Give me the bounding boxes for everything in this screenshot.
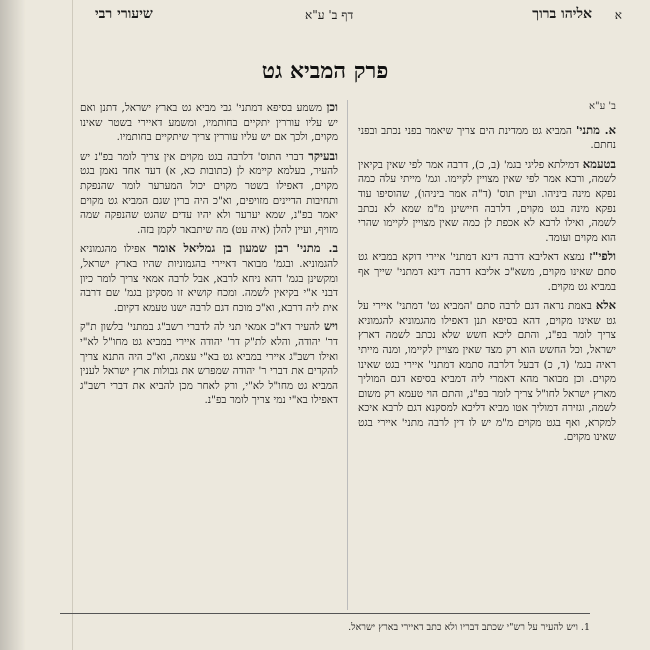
paragraph-text: דברי התוס' דלרבה בגט מקוים אין צריך לומר בפ"נ יש להעיר, בעלמא קיימא לן (כתובות כא, א) דעד אחד נאמן בגט מקוים, דאפילו בשטר מקוים יכול המערער לומר שהנפקת ותחיבות הדיינים מזויפים, וא"כ היה ברין שגם המביא גט מקוים יאמר בפ"נ, שמא יערער ולא יהיו עדים שהגט שהנפקה שמה מזויף, ועיין להלן (איה עט) מה שיתבאר לקמן בזה. bbox=[80, 150, 338, 236]
paragraph bbox=[358, 157, 616, 246]
paragraph bbox=[80, 149, 338, 238]
paragraph bbox=[358, 249, 616, 294]
paragraph bbox=[358, 123, 616, 153]
paragraph-text: באמת נראה דגם לרבה סתם 'המביא גט' דמתני' איירי על גט שאינו מקוים, דהא בסיפא תנן דאפילו מהגמוניא להגמוניא צריך לומר בפ"נ, והתם ליכא חשש שלא נכתב לשמה דארץ ישראל, וכל החשש הוא רק מצד שאין מצויין לקיימו, ומנה מייתי ראיה בגמ' (ד, כ) דבעל דלרבה סתמא דמתני' איירי בגט שאינו מקוים. וכן מבואר מהא דאמרי ליה דמביא בסיפא דגם המוליך מארץ ישראל לחו"ל צריך לומר בפ"נ, והתם הוי טעמא רק משום לשמה, וגזירה דמוליך אטו מביא דליכא למסקנא דגם לרבא איכא למקרא, ואף בגט מקוים מ"מ יש לו דין לרבה מתני' איירי בגט שאינו מקוים. bbox=[358, 300, 616, 444]
footnote-rule bbox=[60, 613, 590, 614]
book-title-left: אליהו ברוך bbox=[532, 6, 592, 22]
paragraph-text: משמע בסיפא דמתני' גבי מביא גט בארץ ישראל, דתנן ואם יש עליו עוררין יתקיים בחותמיו, ומשמע דאיירי בשטר שאינו מקוים, ולכך אם יש עליו עוררין צריך שיתקיים בחותמיו. bbox=[80, 102, 338, 144]
paragraph-lead: ויש bbox=[323, 319, 338, 334]
paragraph-text: המביא גט ממדינת הים צריך שיאמר בפני נכתב ובפני נחתם. bbox=[358, 124, 616, 152]
paragraph-text: אפילו מהגמוניא להגמוניא. ובגמ' מבואר דאיירי בהגמוניות שהיו בארץ ישראל, ומקשינן בגמ' דהא ניחא לרבא, אבל לרבה אמאי צריך לומר כיון דבני א"י בקיאין לשמה. ומכח קושיא זו מסקינן בגמ' שם דרבה אית ליה דרבא, וא"כ מוכח דגם לרבה ישנו טעמא דקיום. bbox=[80, 243, 338, 314]
folio-mark: ב' ע"א bbox=[588, 101, 616, 112]
book-title-right: שיעורי רבי bbox=[95, 6, 153, 22]
paragraph bbox=[80, 100, 338, 145]
paragraph-lead: א. מתני' bbox=[575, 122, 616, 137]
footnote: 1. ויש להעיר על רש"י שכתב דבריו ולא כתב דאיירי בארץ ישראל. bbox=[348, 622, 590, 633]
paragraph bbox=[358, 298, 616, 445]
right-text-column bbox=[358, 100, 616, 610]
paragraph-lead: ובעיקר bbox=[308, 148, 338, 163]
folio-reference: דף ב' ע"א bbox=[305, 8, 354, 22]
page-number: א bbox=[614, 8, 622, 22]
paragraph-text: להעיר דא"כ אמאי תני לה לדברי רשב"ג במתני' בלשון ת"ק דר' יהודה, והלא לת"ק דר' יהודה איירי במביא גט מחו"ל לא"י ואילו רשב"ג איירי במביא גט בא"י עצמה, וא"כ היה התנא צריך להקדים את דברי ר' יהודה שמפרש את גבולות ארץ ישראל לענין המביא גט מחו"ל לא"י, ורק לאחר מכן להביא את דברי רשב"ג דאפילו בא"י נמי צריך לומר בפ"נ. bbox=[80, 321, 338, 407]
left-text-column bbox=[80, 100, 338, 610]
binding-shadow bbox=[0, 0, 26, 650]
paragraph-lead: בטעמא bbox=[582, 156, 616, 171]
paragraph-lead: ולפי"ז bbox=[589, 249, 616, 264]
paragraph-text: דמילתא פליגי בגמ' (ב, כ), דרבה אמר לפי שאין בקיאין לשמה, ורבא אמר לפי שאין מצויין לקיימו. וגמ' מייתי עלה כמה נפקא מינה ביניהו. ועיין תוס' (ד"ה אמר ביניהו), שהוסיפו עוד נפקא מינה בגט מקוים, דלרבה חיישינן מ"מ שמא לא נכתב לשמה, ואילו לרבא לא אכפת לן כמה שאין מצויין לקיימו שהרי הוא מקוים ועומד. bbox=[358, 158, 616, 244]
paragraph-text: נמצא דאליבא דרבה דינא דמתני' איירי דוקא במביא גט סתם שאינו מקוים, משא"כ אליבא דרבה דינא דמתני' שייך אף במביא גט מקוים. bbox=[358, 251, 616, 293]
paragraph-lead: וכן bbox=[326, 100, 338, 114]
paragraph-lead: אלא bbox=[595, 298, 616, 313]
chapter-title: פרק המביא גט bbox=[261, 58, 389, 84]
paragraph bbox=[80, 319, 338, 408]
running-header bbox=[0, 6, 650, 28]
column-divider bbox=[347, 100, 348, 610]
paragraph bbox=[80, 241, 338, 315]
page-edge-line bbox=[72, 0, 73, 650]
paragraph-lead: ב. מתני' רבן שמעון בן גמליאל אומר bbox=[152, 241, 338, 256]
